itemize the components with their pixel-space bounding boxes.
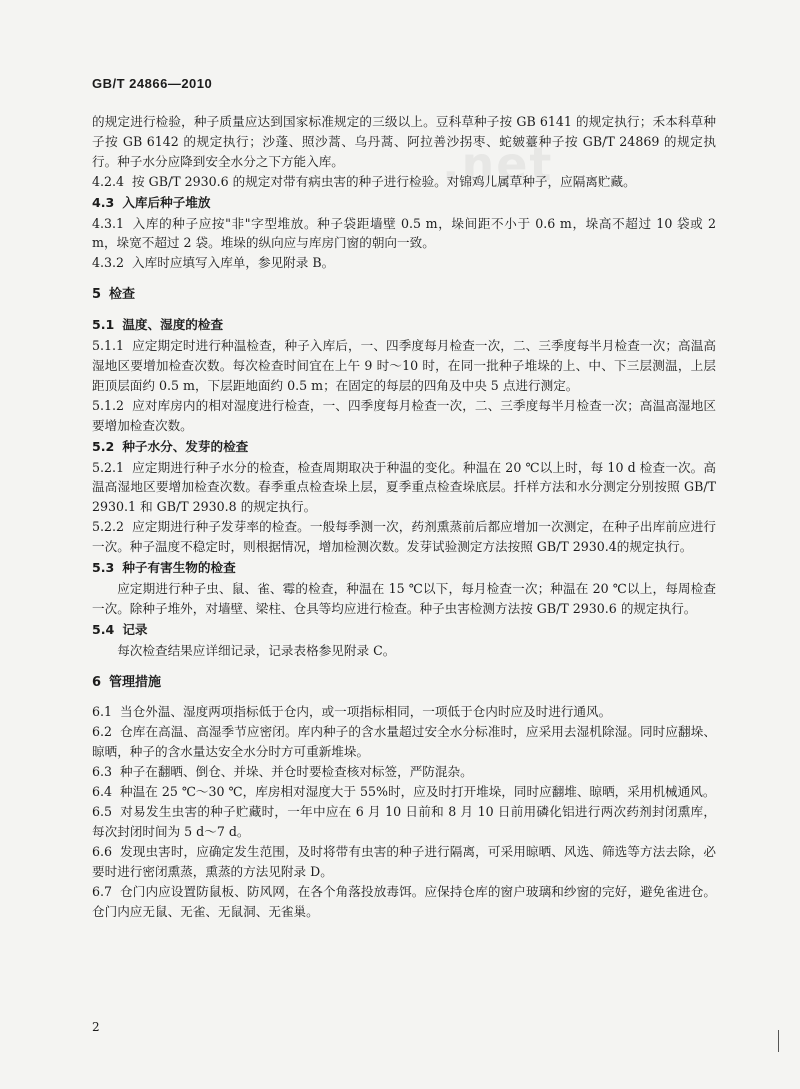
paragraph-text: 种子水分、发芽的检查 xyxy=(122,438,249,454)
clause-paragraph xyxy=(92,782,716,802)
paragraph-text: 仓门内应设置防鼠板、防风网，在各个角落投放毒饵。应保持仓库的窗户玻璃和纱窗的完好，避免雀进仓。仓门内应无鼠、无雀、无鼠洞、无雀巢。 xyxy=(92,883,716,919)
clause-paragraph xyxy=(92,722,716,762)
paragraph-text: 应定期定时进行种温检查，种子入库后，一、四季度每月检查一次，二、三季度每半月检查一次；高温高湿地区要增加检查次数。每次检查时间宜在上午 9 时～10 时，在同一批种子堆垛的上、中、下三层测温，上层距顶层面约 0.5 m，下层距地面约 0.5 m；在固定的每层的四角及中央 5 点进行测定。 xyxy=(92,338,716,393)
paragraph-text: 管理措施 xyxy=(109,674,162,690)
paragraph-text: 的规定进行检验，种子质量应达到国家标准规定的三级以上。豆科草种子按 GB 6141 的规定执行；禾本科草种子按 GB 6142 的规定执行；沙蓬、照沙蒿、乌丹蒿、阿拉善沙拐枣、蛇皴薹种子按 GB/T 24869 的规定执行。种子水分应降到安全水分之下方能入库。 xyxy=(92,114,716,169)
clause-number: 6.1 xyxy=(92,704,113,720)
continued-paragraph xyxy=(92,112,716,172)
clause-number: 4.3 xyxy=(92,194,115,210)
paragraph-text: 种温在 25 ℃～30 ℃，库房相对湿度大于 55%时，应及时打开堆垛，同时应翻堆、晾晒，采用机械通风。 xyxy=(120,784,716,800)
clause-number: 5.1 xyxy=(92,317,115,333)
clause-paragraph xyxy=(92,842,716,882)
clause-paragraph xyxy=(92,172,716,192)
clause-number: 4.3.2 xyxy=(92,255,125,271)
paragraph-text: 按 GB/T 2930.6 的规定对带有病虫害的种子进行检验。对锦鸡儿属草种子，应隔离贮藏。 xyxy=(132,173,636,189)
clause-number: 5.2.1 xyxy=(92,459,125,475)
clause-paragraph xyxy=(92,458,716,518)
margin-mark xyxy=(778,1030,779,1052)
paragraph-text: 入库后种子堆放 xyxy=(122,194,211,210)
clause-paragraph xyxy=(92,214,716,254)
subsection-heading xyxy=(92,620,716,640)
paragraph-text: 温度、湿度的检查 xyxy=(122,317,224,333)
paragraph-text: 入库的种子应按"非"字型堆放。种子袋距墙壁 0.5 m，垛间距不小于 0.6 m，垛高不超过 10 袋或 2 m，垛宽不超过 2 袋。堆垛的纵向应与库房门窗的朝向一致。 xyxy=(92,215,716,251)
clause-number: 5.1.2 xyxy=(92,397,125,413)
paragraph-text: 仓库在高温、高湿季节应密闭。库内种子的含水量超过安全水分标准时，应采用去湿机除湿。同时应翻垛、晾晒，种子的含水量达安全水分时方可重新堆垛。 xyxy=(92,724,716,760)
clause-paragraph xyxy=(92,517,716,557)
paragraph-text: 发现虫害时，应确定发生范围，及时将带有虫害的种子进行隔离，可采用晾晒、风选、筛选等方法去除，必要时进行密闭熏蒸，熏蒸的方法见附录 D。 xyxy=(92,843,716,879)
paragraph-text: 应定期进行种子虫、鼠、雀、霉的检查，种温在 15 ℃以下，每月检查一次；种温在 20 ℃以上，每周检查一次。除种子堆外，对墙壁、梁柱、仓具等均应进行检查。种子虫害检测方法按 GB/T 2930.6 的规定执行。 xyxy=(92,580,716,616)
paragraph-text: 入库时应填写入库单，参见附录 B。 xyxy=(132,255,335,271)
body-paragraph xyxy=(92,641,716,661)
subsection-heading xyxy=(92,193,716,213)
clause-paragraph xyxy=(92,702,716,722)
paragraph-text: 应定期进行种子水分的检查，检查周期取决于种温的变化。种温在 20 ℃以上时，每 10 d 检查一次。高温高湿地区要增加检查次数。春季重点检查垛上层，夏季重点检查垛底层。扦样方法和水分测定分别按照 GB/T 2930.1 和 GB/T 2930.8 的规定执行。 xyxy=(92,459,716,515)
clause-number: 5.2 xyxy=(92,438,115,454)
clause-number: 4.3.1 xyxy=(92,215,125,231)
clause-number: 4.2.4 xyxy=(92,173,125,189)
standard-number-header: GB/T 24866—2010 xyxy=(92,76,213,91)
subsection-heading xyxy=(92,315,716,335)
paragraph-text: 对易发生虫害的种子贮藏时，一年中应在 6 月 10 日前和 8 月 10 日前用磷化铝进行两次药剂封闭熏库，每次封闭时间为 5 d～7 d。 xyxy=(92,804,716,839)
clause-number: 6.3 xyxy=(92,764,113,780)
clause-number: 6.2 xyxy=(92,724,113,740)
clause-number: 5 xyxy=(92,287,102,303)
section-heading xyxy=(92,285,716,305)
clause-paragraph xyxy=(92,802,716,842)
subsection-heading xyxy=(92,558,716,578)
clause-paragraph xyxy=(92,336,716,396)
clause-number: 6.7 xyxy=(92,883,113,899)
clause-number: 6.4 xyxy=(92,784,113,800)
section-heading xyxy=(92,673,716,693)
paragraph-text: 应对库房内的相对湿度进行检查，一、四季度每月检查一次，二、三季度每半月检查一次；高温高湿地区要增加检查次数。 xyxy=(92,397,716,433)
clause-number: 6 xyxy=(92,674,102,690)
page-number: 2 xyxy=(92,1020,100,1034)
subsection-heading xyxy=(92,437,716,457)
paragraph-text: 种子有害生物的检查 xyxy=(122,560,236,576)
clause-number: 5.2.2 xyxy=(92,519,125,535)
clause-paragraph xyxy=(92,882,716,922)
clause-number: 5.3 xyxy=(92,560,115,576)
clause-paragraph xyxy=(92,762,716,782)
paragraph-text: 种子在翻晒、倒仓、并垛、并仓时要检查核对标签，严防混杂。 xyxy=(120,764,473,780)
clause-number: 5.4 xyxy=(92,621,115,637)
paragraph-text: 应定期进行种子发芽率的检查。一般每季测一次，药剂熏蒸前后都应增加一次测定，在种子出库前应进行一次。种子温度不稳定时，则根据情况，增加检测次数。发芽试验测定方法按照 GB/T 2930.4的规定执行。 xyxy=(92,519,716,555)
clause-paragraph xyxy=(92,396,716,436)
clause-number: 5.1.1 xyxy=(92,338,125,354)
paragraph-text: 当仓外温、湿度两项指标低于仓内，或一项指标相同，一项低于仓内时应及时进行通风。 xyxy=(120,704,612,720)
body-paragraph xyxy=(92,579,716,619)
clause-number: 6.5 xyxy=(92,804,113,819)
paragraph-text: 记录 xyxy=(122,621,148,637)
clause-number: 6.6 xyxy=(92,843,113,859)
paragraph-text: 每次检查结果应详细记录，记录表格参见附录 C。 xyxy=(117,642,396,658)
document-body xyxy=(92,112,716,921)
paragraph-text: 检查 xyxy=(109,287,136,303)
watermark: .net xyxy=(442,137,554,191)
clause-paragraph xyxy=(92,253,716,273)
